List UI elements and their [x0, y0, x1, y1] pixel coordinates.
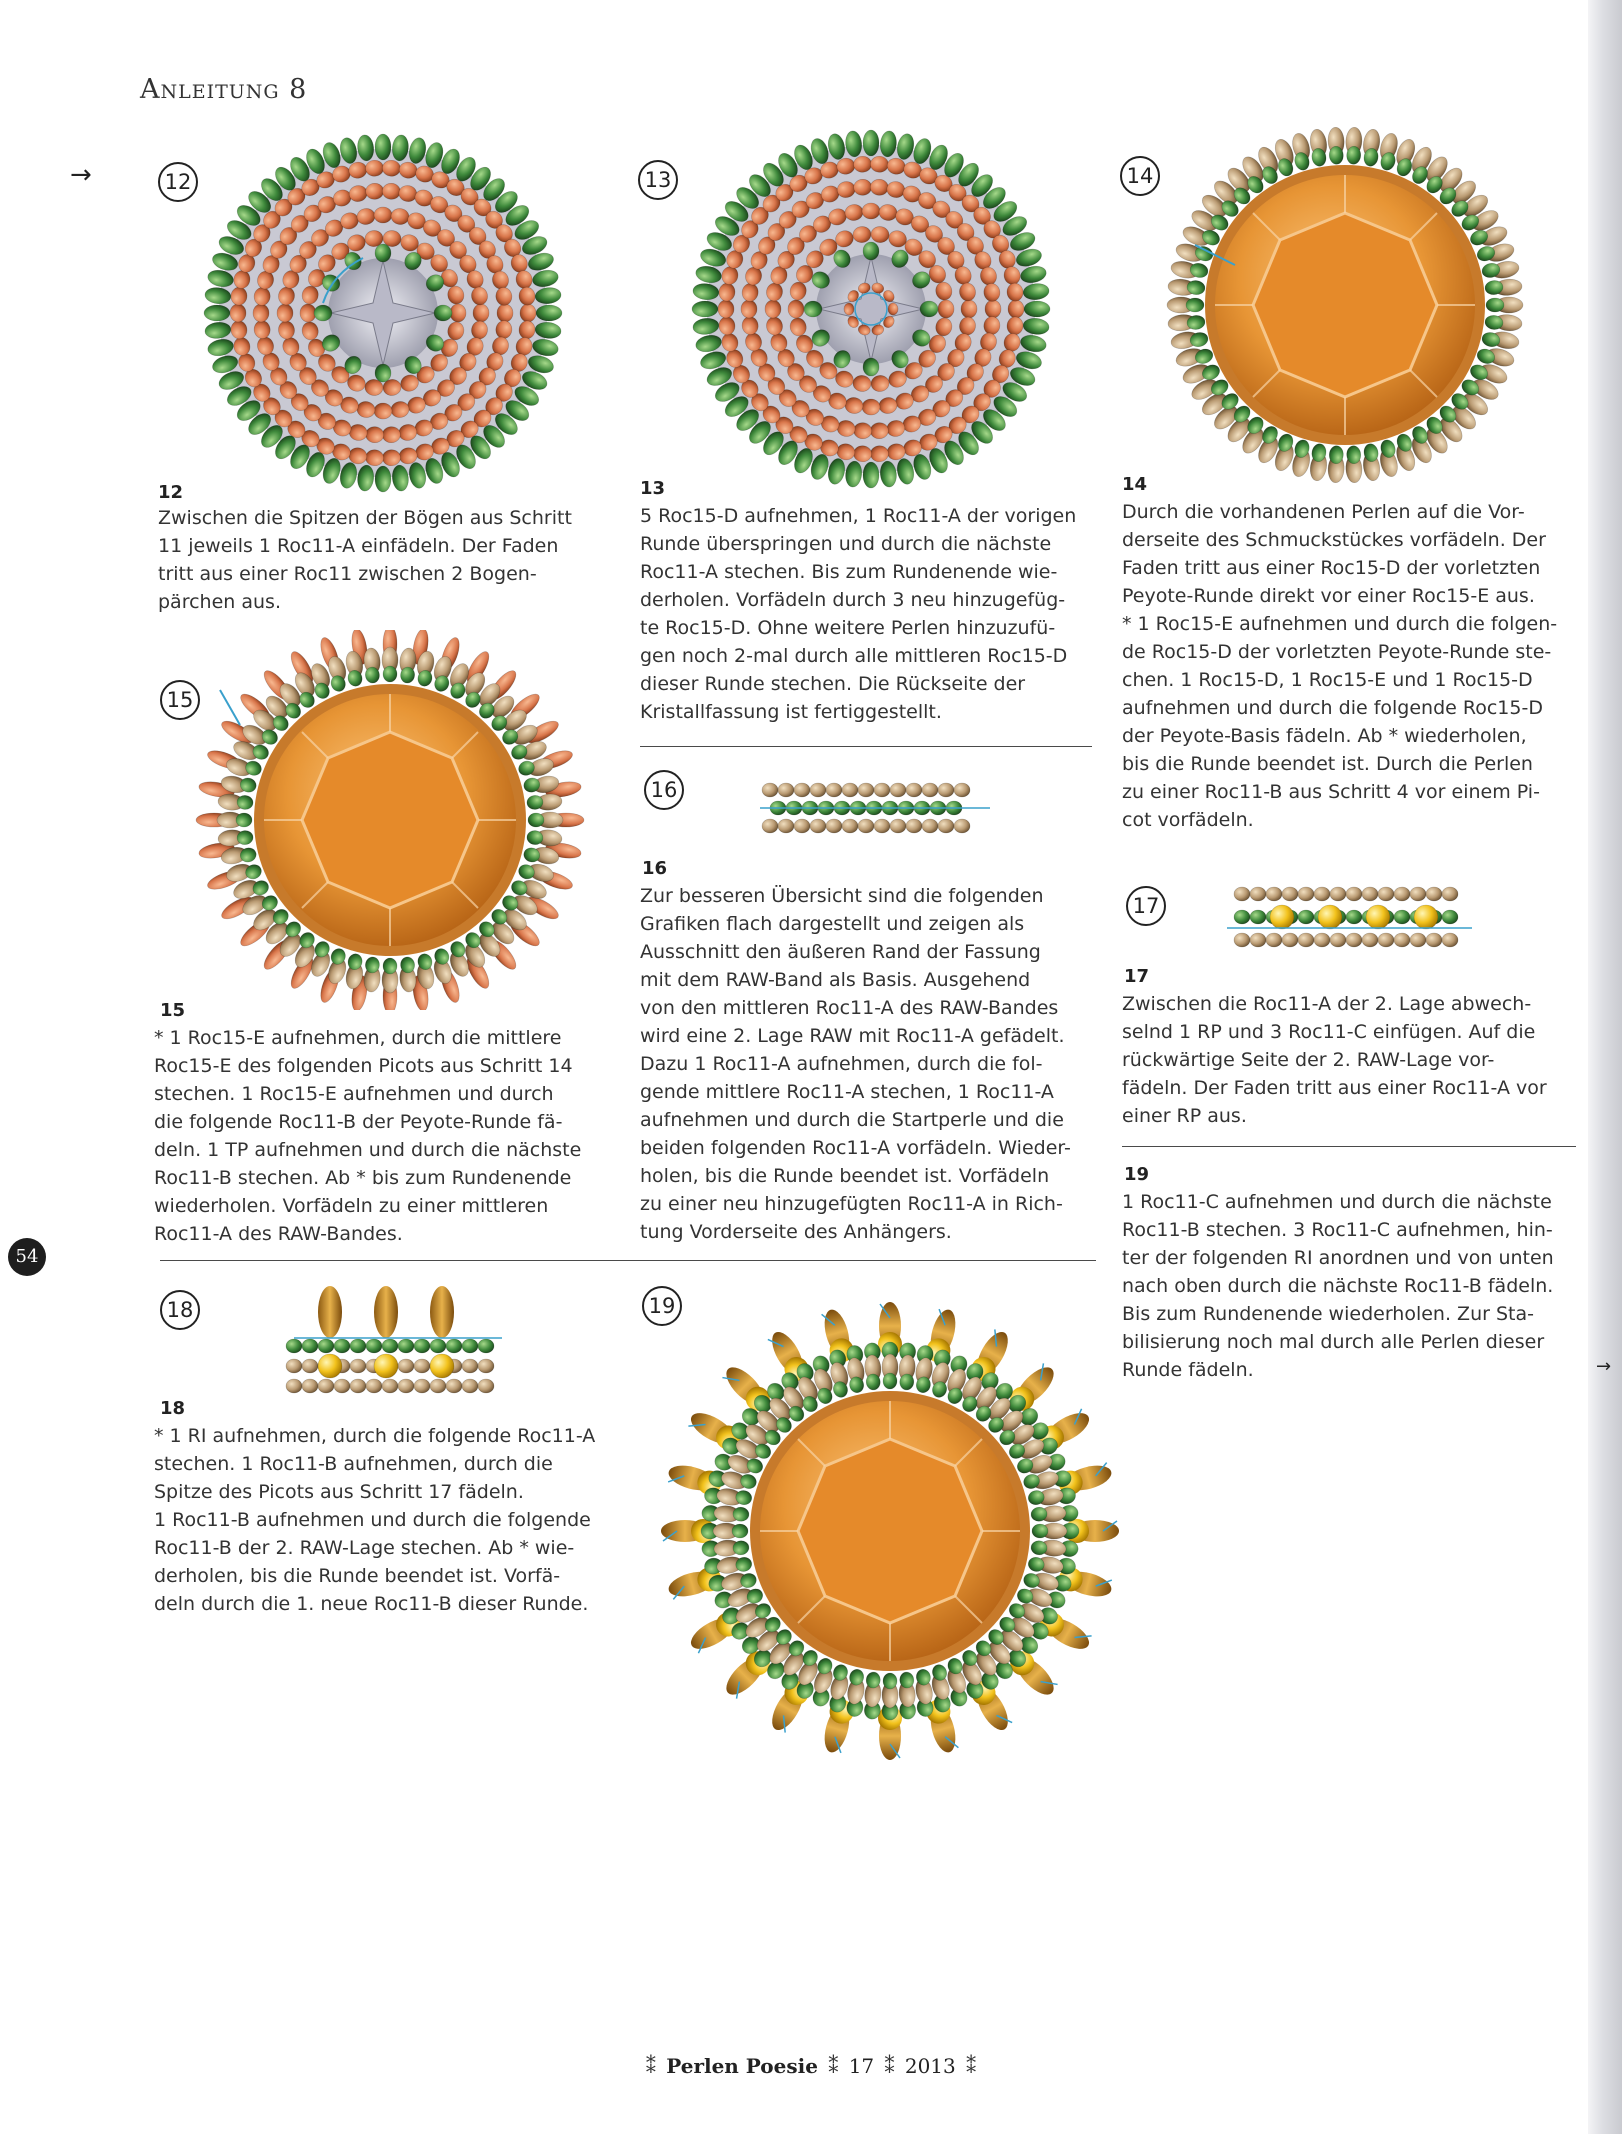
step-17-text: Zwischen die Roc11-A der 2. Lage abwech- selnd 1 RP und 3 Roc11-C einfügen. Auf die rückwärtige Seite der 2. RAW-Lage vor- fädeln. Der Faden tritt aus einer Roc11-A vor einer RP aus. [1122, 993, 1547, 1127]
bead [863, 242, 879, 260]
bead [961, 300, 977, 318]
bead [1426, 887, 1442, 901]
step-18-figure [280, 1274, 510, 1404]
bead [1486, 298, 1504, 312]
footer-ornament: ⁑ [966, 2054, 977, 2078]
page-number-badge: 54 [8, 1238, 46, 1276]
bead [375, 364, 391, 382]
bead [302, 1379, 318, 1393]
bead [286, 1359, 302, 1373]
bead [874, 783, 890, 797]
footer-year: 2013 [904, 2054, 956, 2078]
margin-arrow-right: → [1596, 1356, 1612, 1377]
bead [473, 304, 489, 322]
bead [383, 958, 397, 974]
bead [446, 1379, 462, 1393]
bead [350, 1339, 366, 1353]
step-17-number: 17 [1124, 966, 1150, 987]
bead [1410, 887, 1426, 901]
bead [938, 819, 954, 833]
step-19-figure [640, 1296, 1140, 1766]
bead [1282, 887, 1298, 901]
step-13-number: 13 [640, 478, 666, 499]
bead [318, 1354, 342, 1378]
step-16-number: 16 [642, 858, 668, 879]
bead [1366, 905, 1390, 929]
bead [253, 304, 269, 322]
bead [794, 819, 810, 833]
bead [778, 783, 794, 797]
bead [888, 303, 898, 315]
bead [863, 462, 879, 488]
bead [286, 1379, 302, 1393]
bead [430, 1379, 446, 1393]
step-16-figure [750, 778, 1000, 842]
bead [236, 813, 252, 827]
bead [788, 300, 804, 318]
bead [430, 1354, 454, 1378]
bead [366, 1379, 382, 1393]
bead [414, 1379, 430, 1393]
bead [938, 783, 954, 797]
bead [302, 1339, 318, 1353]
step-13-figure [686, 124, 1056, 494]
step-16-text: Zur besseren Übersicht sind die folgenden Grafiken flach dargestellt und zeigen als Ausschnitt den äußeren Rand der Fassung mit dem RAW-Band als Basis. Ausgehend von den mittleren Roc11-A des RAW-Bandes wird eine 2. Lage RAW mit Roc11-A gefädelt. Dazu 1 Roc11-A aufnehmen, durch die fol- gende mittlere Roc11-A stechen, 1 Roc11-A aufnehmen und durch die Startperle und die beiden folgenden Roc11-A vorfädeln. Wieder- holen, bis die Runde beendet ist. Vorfädeln zu einer neu hinzugefügten Roc11-A in Rich- tung Vorderseite des Anhängers. [640, 885, 1071, 1243]
bead [478, 1339, 494, 1353]
step-16-badge: 16 [644, 770, 684, 810]
bead [1024, 301, 1050, 317]
bead [862, 203, 880, 219]
bead [434, 305, 452, 321]
bead [462, 1379, 478, 1393]
bead [414, 1339, 430, 1353]
bead [762, 783, 778, 797]
bead [314, 305, 332, 321]
bead [890, 819, 906, 833]
bead [374, 403, 392, 419]
bead [478, 1379, 494, 1393]
bead [954, 819, 970, 833]
bead [277, 304, 293, 322]
bead [1008, 300, 1024, 318]
bead [890, 783, 906, 797]
page-header: Anleitung 8 [140, 74, 308, 105]
bead [920, 301, 938, 317]
bead [762, 819, 778, 833]
bead [826, 783, 842, 797]
bead [1346, 910, 1362, 924]
bead [1314, 887, 1330, 901]
bead [741, 300, 757, 318]
bead [732, 1524, 748, 1538]
bead [1414, 905, 1438, 929]
bead [874, 819, 890, 833]
bead [398, 1339, 414, 1353]
bead [497, 304, 513, 322]
bead [810, 819, 826, 833]
bead [382, 1379, 398, 1393]
bead [1318, 905, 1342, 929]
bead [230, 304, 246, 322]
step-19-number: 19 [1124, 1164, 1150, 1185]
scan-edge-shadow [1588, 0, 1622, 2134]
bead [1346, 887, 1362, 901]
divider-15-16-18 [160, 1260, 1096, 1261]
bead [398, 1379, 414, 1393]
step-12-number: 12 [158, 482, 184, 503]
bead [1362, 933, 1378, 947]
step-13-badge: 13 [638, 160, 678, 200]
bead [1378, 933, 1394, 947]
bead [1298, 887, 1314, 901]
footer-issue: 17 [848, 2054, 875, 2078]
step-14-figure [1160, 120, 1530, 490]
bead [334, 1379, 350, 1393]
bead [318, 1339, 334, 1353]
bead [350, 1379, 366, 1393]
bead [1266, 887, 1282, 901]
bead [922, 783, 938, 797]
bead [414, 1359, 430, 1373]
bead [1346, 933, 1362, 947]
bead [1330, 933, 1346, 947]
bead [1250, 887, 1266, 901]
bead [858, 783, 874, 797]
bead [938, 300, 954, 318]
bead [1250, 933, 1266, 947]
bead [1378, 887, 1394, 901]
bead [350, 1359, 366, 1373]
step-14-number: 14 [1122, 474, 1148, 495]
bead [374, 1354, 398, 1378]
bead [863, 130, 879, 156]
divider-13-16 [640, 746, 1092, 747]
bead [1394, 887, 1410, 901]
bead [383, 666, 397, 682]
bead [446, 1339, 462, 1353]
bead [286, 1339, 302, 1353]
bead [478, 1359, 494, 1373]
step-15-badge: 15 [160, 680, 200, 720]
bead [1298, 910, 1314, 924]
bead [906, 819, 922, 833]
bead [462, 1359, 478, 1373]
step-19-badge: 19 [642, 1286, 682, 1326]
bead [922, 819, 938, 833]
bead [1234, 933, 1250, 947]
step-15-number: 15 [160, 1000, 186, 1021]
bead [375, 134, 391, 160]
bead [1298, 933, 1314, 947]
bead [863, 358, 879, 376]
step-18-badge: 18 [160, 1290, 200, 1330]
bead [1362, 887, 1378, 901]
step-17-figure [1222, 880, 1482, 954]
bead [450, 304, 466, 322]
bead [858, 819, 874, 833]
step-17-badge: 17 [1126, 886, 1166, 926]
footer-magazine: Perlen Poesie [666, 2054, 818, 2078]
bead [826, 819, 842, 833]
bead [844, 303, 854, 315]
bead [1394, 910, 1410, 924]
bead [334, 1339, 350, 1353]
bead [536, 305, 562, 321]
bead [1250, 910, 1266, 924]
bead [692, 301, 718, 317]
bead [462, 1339, 478, 1353]
bead [318, 1379, 334, 1393]
bead [906, 783, 922, 797]
bead [862, 399, 880, 415]
bead [954, 783, 970, 797]
footer-ornament: ⁑ [828, 2054, 839, 2078]
bead [430, 1339, 446, 1353]
bead [1234, 910, 1250, 924]
bead [375, 244, 391, 262]
bead [375, 466, 391, 492]
bead [374, 207, 392, 223]
bead [810, 783, 826, 797]
step-18-number: 18 [160, 1398, 186, 1419]
bead [1394, 933, 1410, 947]
bead [366, 1339, 382, 1353]
step-18-text: * 1 RI aufnehmen, durch die folgende Roc11-A stechen. 1 Roc11-B aufnehmen, durch die Spitze des Picots aus Schritt 17 fädeln. 1 Roc11-B aufnehmen und durch die folgende Roc11-B der 2. RAW-Lage stechen. Ab * wie- derholen, bis die Runde beendet ist. Vorfä- deln durch die 1. neue Roc11-B dieser Runde. [154, 1425, 596, 1615]
bead [1442, 910, 1458, 924]
bead [985, 300, 1001, 318]
bead [765, 300, 781, 318]
bead [718, 300, 734, 318]
step-12-figure [198, 128, 568, 498]
bead [778, 819, 794, 833]
divider-17-19 [1122, 1146, 1576, 1147]
bead [302, 1359, 318, 1373]
step-19-text: 1 Roc11-C aufnehmen und durch die nächste Roc11-B stechen. 3 Roc11-C aufnehmen, hin- ter der folgenden RI anordnen und von unten nach oben durch die nächste Roc11-B fädeln. Bis zum Rundenende wiederholen. Zur Sta- bilisierung noch mal durch alle Perlen dieser Runde fädeln. [1122, 1191, 1554, 1381]
bead [1032, 1524, 1048, 1538]
step-13-text: 5 Roc15-D aufnehmen, 1 Roc11-A der vorigen Runde überspringen und durch die nächste Roc11-A stechen. Bis zum Rundenende wie- derholen. Vorfädeln durch 3 neu hinzugefüg- te Roc15-D. Ohne weitere Perlen hinzuzufü- gen noch 2-mal durch alle mittleren Roc15-D dieser Runde stechen. Die Rückseite der Kristallfassung ist fertiggestellt. [640, 505, 1077, 723]
bead [1266, 933, 1282, 947]
bead [1270, 905, 1294, 929]
bead [794, 783, 810, 797]
bead [382, 1339, 398, 1353]
step-15-figure [190, 630, 590, 1010]
step-14-badge: 14 [1120, 156, 1160, 196]
bead [300, 304, 316, 322]
bead [1442, 933, 1458, 947]
bead [883, 1373, 897, 1389]
bead [1410, 933, 1426, 947]
bead [1234, 887, 1250, 901]
footer-ornament: ⁑ [884, 2054, 895, 2078]
bead [1442, 887, 1458, 901]
step-12-text: Zwischen die Spitzen der Bögen aus Schritt 11 jeweils 1 Roc11-A einfädeln. Der Faden tritt aus einer Roc11 zwischen 2 Bogen- pärchen aus. [158, 507, 572, 613]
bead [398, 1359, 414, 1373]
bead [842, 783, 858, 797]
bead [520, 304, 536, 322]
step-15-text: * 1 Roc15-E aufnehmen, durch die mittlere Roc15-E des folgenden Picots aus Schritt 14 stechen. 1 Roc15-E aufnehmen und durch die folgende Roc11-B der Peyote-Runde fä- deln. 1 TP aufnehmen und durch die nächste Roc11-B stechen. Ab * bis zum Rundenende wiederholen. Vorfädeln zu einer mittleren Roc11-A des RAW-Bandes. [154, 1027, 582, 1245]
bead [1282, 933, 1298, 947]
bead [883, 1673, 897, 1689]
bead [1314, 933, 1330, 947]
page-footer [0, 2054, 1622, 2078]
step-14-text: Durch die vorhandenen Perlen auf die Vor- derseite des Schmuckstückes vorfädeln. Der Faden tritt aus einer Roc15-D der vorletzten Peyote-Runde direkt vor einer Roc15-E aus. * 1 Roc15-E aufnehmen und durch die folgen- de Roc15-D der vorletzten Peyote-Runde ste- chen. 1 Roc15-D, 1 Roc15-E und 1 Roc15-D aufnehmen und durch die folgende Roc15-D der Peyote-Basis fädeln. Ab * wiederholen, bis die Runde beendet ist. Durch die Perlen zu einer Roc11-B aus Schritt 4 vor einem Pi- cot vorfädeln. [1122, 501, 1558, 831]
bead [1186, 298, 1204, 312]
bead [842, 819, 858, 833]
bead [1426, 933, 1442, 947]
margin-arrow-left: → [70, 160, 92, 190]
step-12-badge: 12 [158, 162, 198, 202]
footer-ornament: ⁑ [645, 2054, 656, 2078]
bead [804, 301, 822, 317]
bead [528, 813, 544, 827]
bead [1330, 887, 1346, 901]
bead [204, 305, 230, 321]
